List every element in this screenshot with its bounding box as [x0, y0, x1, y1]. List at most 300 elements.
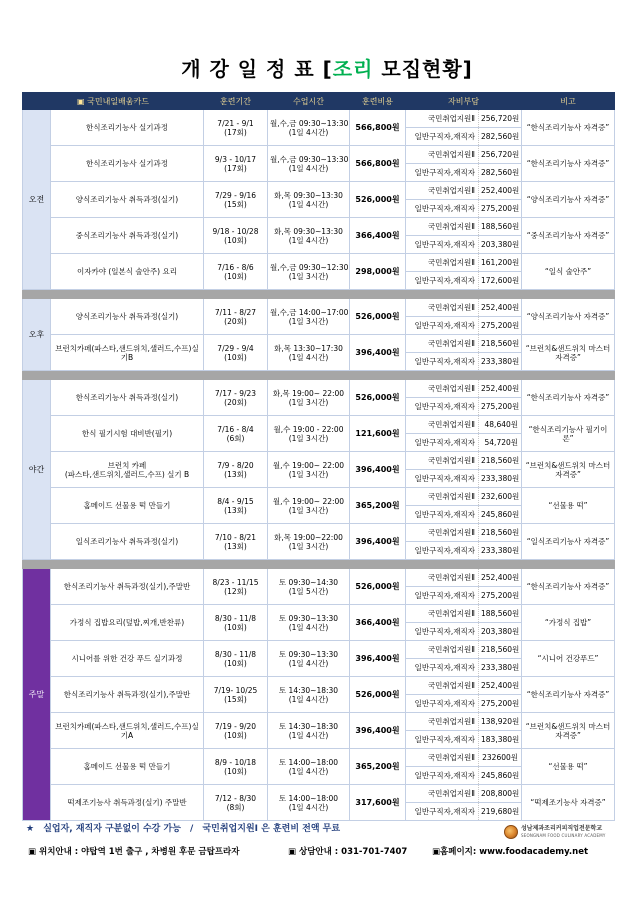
course-name: 브런치카페(파스타,샌드위치,샐러드,수프)실기A	[51, 713, 204, 749]
remark: “한식조리기능사 자격증”	[522, 677, 615, 713]
course-name: 양식조리기능사 취득과정(실기)	[51, 182, 204, 218]
remark: “양식조리기능사 자격증”	[522, 299, 615, 335]
course-row	[23, 416, 615, 434]
class-time-cell	[268, 641, 350, 677]
daily-hours: (1일 4시간)	[288, 658, 329, 668]
class-days-time: 토 09:30~13:30	[278, 613, 339, 623]
course-name: 가정식 집밥요리(덮밥,찌개,반찬류)	[51, 605, 204, 641]
training-period: 7/29 - 9/16	[214, 190, 257, 200]
contact-info: ▣ 상담안내 : 031-701-7407	[288, 847, 408, 857]
remark: “중식조리기능사 자격증”	[522, 218, 615, 254]
support-self-pay: 232600원	[479, 749, 522, 767]
support-type-label: 국민취업지원Ⅱ	[406, 110, 479, 128]
daily-hours: (1일 4시간)	[288, 199, 329, 209]
course-name: 이자카야 (일본식 술안주) 요리	[51, 254, 204, 290]
session-count: (10회)	[224, 271, 247, 281]
support-type-label: 국민취업지원Ⅱ	[406, 452, 479, 470]
general-type-label: 일반구직자,재직자	[406, 470, 479, 488]
remark: “양식조리기능사 자격증”	[522, 182, 615, 218]
course-name: 한식조리기능사 취득과정(실기)	[51, 380, 204, 416]
class-days-time: 화,목 19:00~22:00	[274, 532, 343, 542]
training-cost: 566,800원	[350, 110, 406, 146]
daily-hours: (1일 4시간)	[288, 694, 329, 704]
support-type-label: 국민취업지원Ⅱ	[406, 569, 479, 587]
daily-hours: (1일 4시간)	[288, 730, 329, 740]
course-name: 홈메이드 선물용 떡 만들기	[51, 488, 204, 524]
header-period: 훈련기간	[204, 93, 268, 110]
class-time-cell	[268, 299, 350, 335]
support-type-label: 국민취업지원Ⅱ	[406, 785, 479, 803]
support-self-pay: 252,400원	[479, 569, 522, 587]
general-self-pay: 183,380원	[479, 731, 522, 749]
class-days-time: 화,목 09:30~13:30	[274, 226, 343, 236]
training-period: 8/30 - 11/8	[214, 649, 257, 659]
section-label: 주말	[23, 569, 51, 821]
training-cost: 365,200원	[350, 749, 406, 785]
class-days-time: 토 09:30~13:30	[278, 649, 339, 659]
support-type-label: 국민취업지원Ⅱ	[406, 713, 479, 731]
training-period: 7/16 - 8/4	[217, 424, 254, 434]
class-time-cell	[268, 713, 350, 749]
training-cost: 526,000원	[350, 299, 406, 335]
general-type-label: 일반구직자,재직자	[406, 623, 479, 641]
academy-logo	[504, 820, 614, 844]
training-period: 7/11 - 8/27	[214, 307, 257, 317]
session-count: (13회)	[224, 505, 247, 515]
course-name: 브런치카페(파스타,샌드위치,샐러드,수프)실기B	[51, 335, 204, 371]
course-row	[23, 335, 615, 353]
session-count: (10회)	[224, 622, 247, 632]
training-period-cell	[204, 335, 268, 371]
course-row	[23, 605, 615, 623]
support-self-pay: 218,560원	[479, 452, 522, 470]
general-self-pay: 54,720원	[479, 434, 522, 452]
training-period-cell	[204, 488, 268, 524]
class-time-cell	[268, 677, 350, 713]
daily-hours: (1일 4시간)	[288, 766, 329, 776]
general-type-label: 일반구직자,재직자	[406, 200, 479, 218]
support-type-label: 국민취업지원Ⅱ	[406, 218, 479, 236]
title-highlight: 조리	[332, 57, 374, 81]
course-name: 양식조리기능사 취득과정(실기)	[51, 299, 204, 335]
class-time-cell	[268, 605, 350, 641]
training-period-cell	[204, 299, 268, 335]
title-bracket-open: [	[322, 57, 333, 81]
course-row	[23, 524, 615, 542]
training-period: 7/17 - 9/23	[214, 388, 257, 398]
support-type-label: 국민취업지원Ⅱ	[406, 524, 479, 542]
session-count: (12회)	[224, 586, 247, 596]
general-type-label: 일반구직자,재직자	[406, 272, 479, 290]
training-period: 7/16 - 8/6	[217, 262, 254, 272]
training-cost: 396,400원	[350, 641, 406, 677]
general-self-pay: 282,560원	[479, 128, 522, 146]
general-type-label: 일반구직자,재직자	[406, 398, 479, 416]
training-period: 8/23 - 11/15	[212, 577, 259, 587]
daily-hours: (1일 3시간)	[288, 433, 329, 443]
training-period: 7/19- 10/25	[213, 685, 258, 695]
daily-hours: (1일 3시간)	[288, 469, 329, 479]
academy-emblem-icon	[504, 825, 518, 839]
class-days-time: 토 14:30~18:30	[278, 685, 339, 695]
header-self-pay: 자비부담	[406, 93, 522, 110]
training-period: 8/4 - 9/15	[217, 496, 254, 506]
daily-hours: (1일 3시간)	[288, 397, 329, 407]
general-type-label: 일반구직자,재직자	[406, 587, 479, 605]
general-self-pay: 245,860원	[479, 767, 522, 785]
class-time-cell	[268, 569, 350, 605]
training-period-cell	[204, 605, 268, 641]
class-time-cell	[268, 488, 350, 524]
training-cost: 526,000원	[350, 182, 406, 218]
training-period-cell	[204, 641, 268, 677]
class-time-cell	[268, 452, 350, 488]
class-days-time: 화,목 09:30~13:30	[274, 190, 343, 200]
support-type-label: 국민취업지원Ⅱ	[406, 182, 479, 200]
session-count: (6회)	[226, 433, 245, 443]
class-time-cell	[268, 218, 350, 254]
class-days-time: 월,수,금 09:30~13:30	[270, 154, 349, 164]
daily-hours: (1일 4시간)	[288, 163, 329, 173]
remark: “브런치&샌드위치 마스터 자격증”	[522, 713, 615, 749]
training-period-cell	[204, 110, 268, 146]
course-row	[23, 218, 615, 236]
course-name: 한식조리기능사 실기과정	[51, 110, 204, 146]
header-note: 비고	[522, 93, 615, 110]
general-type-label: 일반구직자,재직자	[406, 164, 479, 182]
support-self-pay: 161,200원	[479, 254, 522, 272]
separator-bar	[23, 560, 615, 569]
class-time-cell	[268, 524, 350, 560]
training-period: 8/30 - 11/8	[214, 613, 257, 623]
support-type-label: 국민취업지원Ⅱ	[406, 605, 479, 623]
training-period-cell	[204, 749, 268, 785]
support-self-pay: 232,600원	[479, 488, 522, 506]
course-row	[23, 110, 615, 128]
class-days-time: 토 14:00~18:00	[278, 757, 339, 767]
header-time: 수업시간	[268, 93, 350, 110]
class-days-time: 월,수,금 09:30~13:30	[270, 118, 349, 128]
general-type-label: 일반구직자,재직자	[406, 128, 479, 146]
general-self-pay: 245,860원	[479, 506, 522, 524]
general-self-pay: 275,200원	[479, 587, 522, 605]
session-count: (10회)	[224, 730, 247, 740]
daily-hours: (1일 3시간)	[288, 505, 329, 515]
class-days-time: 토 14:30~18:30	[278, 721, 339, 731]
training-cost: 121,600원	[350, 416, 406, 452]
support-type-label: 국민취업지원Ⅱ	[406, 254, 479, 272]
training-period: 9/3 - 10/17	[214, 154, 257, 164]
training-period: 7/10 - 8/21	[214, 532, 257, 542]
support-self-pay: 256,720원	[479, 110, 522, 128]
class-time-cell	[268, 749, 350, 785]
academy-name-en: SEONGNAM FOOD CULINARY ACADEMY	[521, 833, 606, 838]
training-period-cell	[204, 416, 268, 452]
training-cost: 396,400원	[350, 713, 406, 749]
session-count: (17회)	[224, 163, 247, 173]
general-type-label: 일반구직자,재직자	[406, 731, 479, 749]
support-self-pay: 218,560원	[479, 524, 522, 542]
training-period-cell	[204, 569, 268, 605]
course-name: 브런치 카페 (파스타,샌드위치,샐러드,수프) 실기 B	[51, 452, 204, 488]
section-label: 오전	[23, 110, 51, 290]
remark: “일식조리기능사 자격증”	[522, 524, 615, 560]
course-name: 한식 필기시험 대비반(필기)	[51, 416, 204, 452]
support-type-label: 국민취업지원Ⅱ	[406, 146, 479, 164]
class-days-time: 월,수 19:00~ 22:00	[272, 460, 345, 470]
daily-hours: (1일 3시간)	[288, 316, 329, 326]
general-type-label: 일반구직자,재직자	[406, 803, 479, 821]
support-self-pay: 218,560원	[479, 335, 522, 353]
course-row	[23, 299, 615, 317]
course-row	[23, 713, 615, 731]
notice-separator: /	[190, 824, 194, 834]
session-count: (17회)	[224, 127, 247, 137]
training-period-cell	[204, 452, 268, 488]
page-title	[0, 56, 640, 82]
general-self-pay: 233,380원	[479, 353, 522, 371]
training-period-cell	[204, 785, 268, 821]
remark: “일식 술안주”	[522, 254, 615, 290]
course-row	[23, 380, 615, 398]
remark: “떡제조기능사 자격증”	[522, 785, 615, 821]
remark: “한식조리기능사 자격증”	[522, 146, 615, 182]
training-cost: 317,600원	[350, 785, 406, 821]
session-count: (10회)	[224, 766, 247, 776]
daily-hours: (1일 3시간)	[288, 271, 329, 281]
session-count: (10회)	[224, 658, 247, 668]
class-days-time: 화,목 19:00~ 22:00	[272, 388, 345, 398]
remark: “선물용 떡”	[522, 488, 615, 524]
general-self-pay: 282,560원	[479, 164, 522, 182]
general-type-label: 일반구직자,재직자	[406, 542, 479, 560]
remark: “한식조리기능사 자격증”	[522, 569, 615, 605]
training-period-cell	[204, 218, 268, 254]
course-row	[23, 146, 615, 164]
training-period-cell	[204, 677, 268, 713]
support-self-pay: 138,920원	[479, 713, 522, 731]
course-name: 한식조리기능사 실기과정	[51, 146, 204, 182]
star-icon: ★	[26, 824, 35, 834]
training-cost: 366,400원	[350, 605, 406, 641]
general-self-pay: 203,380원	[479, 623, 522, 641]
general-self-pay: 172,600원	[479, 272, 522, 290]
general-self-pay: 233,380원	[479, 470, 522, 488]
training-period: 9/18 - 10/28	[212, 226, 259, 236]
general-type-label: 일반구직자,재직자	[406, 767, 479, 785]
class-days-time: 토 09:30~14:30	[278, 577, 339, 587]
general-self-pay: 275,200원	[479, 200, 522, 218]
course-row	[23, 254, 615, 272]
general-self-pay: 275,200원	[479, 398, 522, 416]
session-count: (13회)	[224, 469, 247, 479]
class-time-cell	[268, 182, 350, 218]
support-type-label: 국민취업지원Ⅱ	[406, 488, 479, 506]
remark: “한식조리기능사 자격증”	[522, 110, 615, 146]
course-name: 중식조리기능사 취득과정(실기)	[51, 218, 204, 254]
title-main: 개 강 일 정 표	[181, 57, 315, 81]
course-name: 한식조리기능사 취득과정(실기),주말반	[51, 569, 204, 605]
footer-notice	[26, 823, 346, 835]
general-self-pay: 219,680원	[479, 803, 522, 821]
course-row	[23, 488, 615, 506]
training-period: 7/12 - 8/30	[214, 793, 257, 803]
general-self-pay: 275,200원	[479, 695, 522, 713]
general-self-pay: 275,200원	[479, 317, 522, 335]
daily-hours: (1일 4시간)	[288, 127, 329, 137]
general-type-label: 일반구직자,재직자	[406, 353, 479, 371]
notice-eligibility: 실업자, 재직자 구분없이 수강 가능	[43, 824, 181, 834]
homepage-info: ▣홈페이지: www.foodacademy.net	[432, 847, 589, 857]
training-cost: 566,800원	[350, 146, 406, 182]
training-cost: 396,400원	[350, 335, 406, 371]
schedule-table	[22, 92, 615, 821]
class-time-cell	[268, 380, 350, 416]
training-period-cell	[204, 182, 268, 218]
training-period: 8/9 - 10/18	[214, 757, 257, 767]
remark: “브런치&샌드위치 마스터 자격증”	[522, 452, 615, 488]
session-count: (15회)	[224, 199, 247, 209]
training-period: 7/9 - 8/20	[217, 460, 254, 470]
training-period-cell	[204, 380, 268, 416]
session-count: (20회)	[224, 316, 247, 326]
daily-hours: (1일 4시간)	[288, 622, 329, 632]
section-label: 야간	[23, 380, 51, 560]
title-rest: 모집현황]	[381, 57, 473, 81]
session-count: (20회)	[224, 397, 247, 407]
support-self-pay: 48,640원	[479, 416, 522, 434]
support-type-label: 국민취업지원Ⅱ	[406, 677, 479, 695]
course-name: 일식조리기능사 취득과정(실기)	[51, 524, 204, 560]
support-self-pay: 252,400원	[479, 380, 522, 398]
daily-hours: (1일 3시간)	[288, 541, 329, 551]
support-type-label: 국민취업지원Ⅱ	[406, 335, 479, 353]
course-name: 홈메이드 선물용 떡 만들기	[51, 749, 204, 785]
training-period-cell	[204, 254, 268, 290]
general-self-pay: 233,380원	[479, 659, 522, 677]
remark: “한식조리기능사 자격증”	[522, 380, 615, 416]
training-period-cell	[204, 713, 268, 749]
training-cost: 298,000원	[350, 254, 406, 290]
academy-logo-text	[521, 825, 606, 839]
separator-bar	[23, 371, 615, 380]
daily-hours: (1일 4시간)	[288, 802, 329, 812]
class-days-time: 토 14:00~18:00	[278, 793, 339, 803]
location-info: ▣ 위치안내 : 야탑역 1번 출구 , 차병원 후문 금탑프라자	[28, 847, 240, 857]
support-type-label: 국민취업지원Ⅱ	[406, 749, 479, 767]
class-time-cell	[268, 335, 350, 371]
session-count: (15회)	[224, 694, 247, 704]
course-row	[23, 677, 615, 695]
training-period: 7/19 - 9/20	[214, 721, 257, 731]
course-name: 떡제조기능사 취득과정(실기) 주말반	[51, 785, 204, 821]
training-period-cell	[204, 524, 268, 560]
support-type-label: 국민취업지원Ⅱ	[406, 299, 479, 317]
general-type-label: 일반구직자,재직자	[406, 317, 479, 335]
session-count: (8회)	[226, 802, 245, 812]
support-type-label: 국민취업지원Ⅱ	[406, 416, 479, 434]
remark: “한식조리기능사 필기이론”	[522, 416, 615, 452]
remark: “시니어 건강푸드”	[522, 641, 615, 677]
training-cost: 366,400원	[350, 218, 406, 254]
general-type-label: 일반구직자,재직자	[406, 434, 479, 452]
training-period-cell	[204, 146, 268, 182]
support-self-pay: 188,560원	[479, 218, 522, 236]
course-row	[23, 452, 615, 470]
support-type-label: 국민취업지원Ⅱ	[406, 641, 479, 659]
course-name: 한식조리기능사 취득과정(실기),주말반	[51, 677, 204, 713]
section-label: 오후	[23, 299, 51, 371]
daily-hours: (1일 4시간)	[288, 352, 329, 362]
training-cost: 526,000원	[350, 380, 406, 416]
course-row	[23, 569, 615, 587]
remark: “가정식 집밥”	[522, 605, 615, 641]
session-count: (13회)	[224, 541, 247, 551]
support-type-label: 국민취업지원Ⅱ	[406, 380, 479, 398]
support-self-pay: 256,720원	[479, 146, 522, 164]
session-count: (10회)	[224, 352, 247, 362]
class-days-time: 월,수 19:00~ 22:00	[272, 496, 345, 506]
session-count: (10회)	[224, 235, 247, 245]
course-row	[23, 785, 615, 803]
class-time-cell	[268, 416, 350, 452]
support-self-pay: 252,400원	[479, 677, 522, 695]
class-days-time: 월,수,금 09:30~12:30	[270, 262, 349, 272]
general-self-pay: 233,380원	[479, 542, 522, 560]
daily-hours: (1일 5시간)	[288, 586, 329, 596]
class-days-time: 월,수,금 14:00~17:00	[270, 307, 349, 317]
class-time-cell	[268, 254, 350, 290]
remark: “선물용 떡”	[522, 749, 615, 785]
support-self-pay: 252,400원	[479, 299, 522, 317]
training-cost: 365,200원	[350, 488, 406, 524]
training-cost: 526,000원	[350, 677, 406, 713]
daily-hours: (1일 4시간)	[288, 235, 329, 245]
support-self-pay: 208,800원	[479, 785, 522, 803]
support-self-pay: 252,400원	[479, 182, 522, 200]
header-cost: 훈련비용	[350, 93, 406, 110]
training-cost: 526,000원	[350, 569, 406, 605]
header-card: ▣ 국민내일배움카드	[23, 93, 204, 110]
general-type-label: 일반구직자,재직자	[406, 236, 479, 254]
section-separator	[23, 371, 615, 380]
general-type-label: 일반구직자,재직자	[406, 695, 479, 713]
class-time-cell	[268, 146, 350, 182]
training-cost: 396,400원	[350, 524, 406, 560]
general-self-pay: 203,380원	[479, 236, 522, 254]
training-period: 7/21 - 9/1	[217, 118, 254, 128]
class-days-time: 월,수 19:00 - 22:00	[273, 424, 344, 434]
general-type-label: 일반구직자,재직자	[406, 659, 479, 677]
course-row	[23, 182, 615, 200]
course-row	[23, 641, 615, 659]
course-row	[23, 749, 615, 767]
academy-name-ko: 성남제과조리커피직업전문학교	[521, 825, 603, 832]
training-period: 7/29 - 9/4	[217, 343, 254, 353]
course-name: 시니어를 위한 건강 푸드 실기과정	[51, 641, 204, 677]
remark: “브런치&샌드위치 마스터 자격증”	[522, 335, 615, 371]
schedule-body	[23, 93, 615, 821]
notice-free-tuition: 국민취업지원Ⅰ 은 훈련비 전액 무료	[202, 824, 341, 834]
section-separator	[23, 290, 615, 299]
separator-bar	[23, 290, 615, 299]
class-time-cell	[268, 785, 350, 821]
class-days-time: 화,목 13:30~17:30	[274, 343, 343, 353]
class-time-cell	[268, 110, 350, 146]
training-cost: 396,400원	[350, 452, 406, 488]
section-separator	[23, 560, 615, 569]
support-self-pay: 218,560원	[479, 641, 522, 659]
